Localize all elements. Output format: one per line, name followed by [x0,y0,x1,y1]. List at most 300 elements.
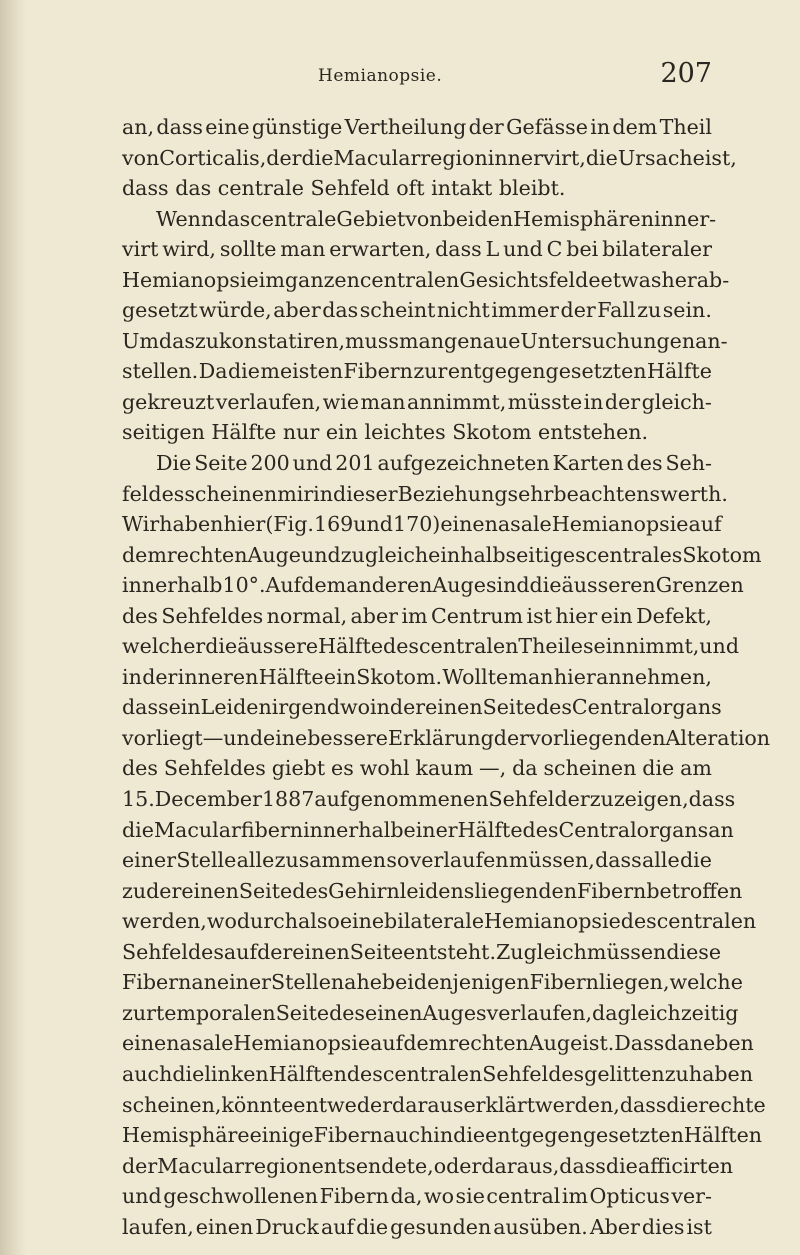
word: Beziehung [397,481,508,506]
word: Seite [194,451,248,476]
word: Hemianopsie [551,512,689,537]
word: scheinen, [122,1092,222,1117]
word: temporalen [155,1000,276,1025]
word: Gebiet [336,206,406,231]
word: — [202,725,224,750]
word: zugleich [340,542,429,567]
word: centralen [656,909,757,934]
word: hier [555,603,598,628]
word: Hemianopsie [122,267,259,292]
word: irgendwo [271,695,371,720]
word: Corticalis, [159,145,267,170]
word: äusseren [561,573,656,598]
word: beachtenswerth. [553,481,728,506]
word: ver- [671,1184,712,1209]
word: Die [156,451,192,476]
text-line [122,204,717,235]
word: man [360,389,406,414]
word: ausüben. [493,1214,588,1239]
word: der [604,389,641,414]
word: bilateraler [602,237,712,262]
word: December [154,787,262,812]
word: Skotom. [356,664,443,689]
word: Stelle [176,848,237,873]
word: ein [168,695,201,720]
word: rechten [448,1031,529,1056]
word: zu [664,1061,689,1086]
word: innerhalb [303,817,404,842]
word: auf [320,1214,355,1239]
word: Untersuchungen [520,328,696,353]
word: im [561,1184,589,1209]
text-line [122,662,712,693]
word: dass [619,1092,667,1117]
word: von [122,145,160,170]
word: hier [223,512,266,537]
word: der [122,1153,158,1178]
text-line [122,570,744,601]
word: Seite [275,1000,330,1025]
word: Fall [597,298,636,323]
word: Um [122,328,159,353]
body-text [122,112,771,1242]
word: Centralorgans [558,817,709,842]
word: eine [339,909,385,934]
text-line [122,356,712,387]
word: Hälfte [258,664,324,689]
word: werden, [122,909,207,934]
word: daneben [664,1031,754,1056]
word: Auge [432,573,486,598]
word: haben [688,1061,753,1086]
word: dem [612,115,658,139]
word: auf [688,512,722,537]
word: 169 [313,512,354,537]
word: auf [223,939,258,964]
word: geschwollenen [163,1184,319,1209]
text-line [122,1028,754,1059]
text-line [122,1120,763,1151]
word: wie [322,389,360,414]
word: Hälfte [318,634,384,659]
word: aber [273,298,321,323]
word: rechten [166,542,248,567]
word: die [642,756,675,781]
word: ist [686,1214,712,1239]
text-line [122,815,734,846]
word: sollte [219,237,277,262]
word: Stelle [270,970,331,995]
text-line [122,265,730,296]
word: nahe [330,970,382,995]
word: die [227,359,260,384]
word: ist [526,603,552,628]
word: Alteration [665,725,771,750]
word: Skotom [682,542,762,567]
word: erwarten, [329,237,432,262]
word: halbseitiges [460,542,586,567]
word: sie [455,1184,485,1209]
word: die [453,1123,486,1148]
word: und [122,1184,162,1209]
word: der [266,145,302,170]
word: Fibern [319,1184,389,1209]
word: könnte [221,1092,294,1117]
word: ist, [704,145,737,170]
word: Seite [238,878,293,903]
text-line [122,876,743,907]
word: zu [122,878,147,903]
word: der [142,664,178,689]
word: leichtes [364,420,446,445]
word: bessere [307,725,388,750]
word: des [122,756,158,781]
word: des [535,695,572,720]
word: entstehen. [538,420,649,445]
word: 200 [250,451,290,476]
word: gleich- [641,389,712,414]
word: am [680,756,712,781]
word: erklärt [463,1092,535,1117]
word: einige [249,1123,314,1148]
word: bei [381,970,414,995]
word: Sehfelder [488,787,590,812]
word: Zugleich [496,939,587,964]
word: entweder [293,1092,393,1117]
word: stellen. [122,359,199,384]
text-line [122,601,712,632]
word: das [158,328,195,353]
word: sein. [662,298,712,323]
word: eine [205,115,250,139]
word: dass [688,787,736,812]
word: (Fig. [265,512,314,537]
word: günstige [251,115,343,139]
word: bleibt. [498,176,566,201]
word: Centrum [430,603,524,628]
word: Wollte [442,664,509,689]
word: Sehfeld [310,176,390,201]
word: dass [156,115,203,139]
word: auch [122,1061,173,1086]
word: die [605,1153,638,1178]
word: vorliegenden [528,725,666,750]
word: an [191,970,217,995]
text-line [122,967,743,998]
word: ganzen [284,267,360,292]
word: Hälfte [211,420,277,445]
word: 10°. [222,573,266,598]
word: einer [216,970,271,995]
word: Vertheilung [344,115,467,139]
text-line [122,479,728,510]
word: verlaufen, [215,389,322,414]
word: der [257,939,293,964]
word: Auge [528,1031,583,1056]
word: 170) [393,512,441,537]
word: ein [600,603,633,628]
word: innervirt, [487,145,586,170]
text-line [122,112,712,143]
word: alle [236,848,275,873]
word: konstatiren, [219,328,346,353]
word: in [313,481,334,506]
word: wo [424,1184,455,1209]
word: L [485,237,500,262]
word: aufgenommenen [314,787,489,812]
word: werden, [534,1092,620,1117]
word: aufgezeichneten [377,451,550,476]
word: der [389,695,426,720]
word: centralen [382,1061,483,1086]
word: Macularfibern [153,817,304,842]
word: die [666,1092,699,1117]
word: müssen, [508,848,595,873]
word: Hemianopsie [484,909,621,934]
word: haben [159,512,224,537]
word: einen [365,1000,423,1025]
text-line [122,540,762,571]
word: dass [559,1153,606,1178]
running-head [122,58,712,98]
word: verlaufen [409,848,509,873]
word: eine [440,512,485,537]
word: afficirten [637,1153,734,1178]
word: centralen [359,267,460,292]
text-line [122,753,712,784]
word: Karten [552,451,624,476]
word: bilaterale [384,909,485,934]
text-line [122,417,712,448]
word: welcher [122,634,206,659]
word: Fibern [529,970,599,995]
word: die [529,573,562,598]
word: centralen [418,634,519,659]
word: entgegengesetzten [447,359,647,384]
word: wird, [162,237,216,262]
word: vorliegt [122,725,203,750]
word: und [503,237,543,262]
word: Seh- [665,451,712,476]
word: da [592,1000,618,1025]
text-line [122,1059,753,1090]
word: müsste [507,389,583,414]
text-line [122,1151,734,1182]
word: denjenigen [413,970,530,995]
text-line [122,387,712,418]
word: des [383,634,419,659]
word: bei [566,237,599,262]
word: Opticus [589,1184,670,1209]
word: des [522,817,559,842]
word: dass [595,848,642,873]
word: entsendete, [311,1153,434,1178]
word: linken [204,1061,269,1086]
word: in [370,695,390,720]
word: auch [382,1123,434,1148]
word: wohl [359,756,410,781]
word: Sehfeldes [163,756,266,781]
word: es [331,756,354,781]
word: entsteht. [403,939,496,964]
word: seitigen [122,420,205,445]
word: liegen, [598,970,670,995]
word: des [620,909,657,934]
word: herab- [661,267,730,292]
word: also [297,909,340,934]
word: genaue [444,328,521,353]
word: sehr [507,481,554,506]
word: annehmen, [596,664,712,689]
word: Gehirnleidens [328,878,475,903]
word: Seite [482,695,536,720]
word: beiden [442,206,514,231]
word: Hälfte [647,359,712,384]
word: dass [122,176,169,201]
word: Druck [255,1214,319,1239]
word: auf [370,1031,404,1056]
word: 201 [335,451,375,476]
word: ein [323,664,356,689]
word: Fibern [343,359,413,384]
word: dies [641,1214,685,1239]
word: dass [122,695,169,720]
word: das [175,176,212,201]
word: Hemianopsie [233,1031,371,1056]
page-gutter-shadow [0,0,26,1255]
word: Sehfeldes [161,603,264,628]
word: liegenden [474,878,577,903]
word: Hemisphäre [122,1123,250,1148]
word: das [322,298,359,323]
word: centrales [585,542,683,567]
word: central [486,1184,561,1209]
word: Auge [247,542,301,567]
text-line [122,692,722,723]
word: 1887 [261,787,315,812]
word: des [626,451,663,476]
word: Leiden [200,695,272,720]
word: hier [553,664,596,689]
word: an- [695,328,728,353]
word: Wenn [156,206,215,231]
word: eine [263,725,308,750]
word: nur [282,420,320,445]
word: müssen [586,939,667,964]
word: mir [277,481,314,506]
text-line [122,143,737,174]
text-line [122,173,712,204]
word: der [493,725,529,750]
word: die [301,145,334,170]
word: normal, [266,603,348,628]
word: giebt [271,756,326,781]
word: der [468,115,504,139]
word: wodurch [206,909,298,934]
word: Gesichtsfelde [459,267,601,292]
word: einen [425,695,483,720]
word: alle [642,848,680,873]
text-line [122,234,712,265]
word: C [546,237,563,262]
word: zur [122,1000,156,1025]
word: an, [122,115,155,139]
word: man [398,328,445,353]
word: Theil [659,115,712,139]
word: intakt [431,176,493,201]
word: scheinen [184,481,278,506]
word: einer [122,848,177,873]
word: rechte [698,1092,766,1117]
text-line [122,998,739,1029]
text-line [122,326,728,357]
word: innerhalb [122,573,223,598]
word: die [205,634,238,659]
word: würde, [199,298,272,323]
word: im [258,267,285,292]
word: die [356,1214,389,1239]
word: Dass [614,1031,665,1056]
word: gesetzt [122,298,198,323]
word: —, [479,756,507,781]
word: ein [428,542,461,567]
word: zeigen, [613,787,689,812]
word: daraus [392,1092,464,1117]
word: Defekt, [636,603,712,628]
word: daraus, [481,1153,560,1178]
word: oft [396,176,425,201]
text-line [122,723,771,754]
word: eine [122,1031,167,1056]
word: die [585,145,618,170]
word: dass [435,237,482,262]
word: zu [637,298,662,323]
word: scheinen [543,756,637,781]
word: in [122,664,142,689]
word: Fibern [313,1123,383,1148]
word: meisten [260,359,344,384]
word: nasale [484,512,552,537]
word: ist. [582,1031,615,1056]
word: Theiles [518,634,594,659]
word: Auges [422,1000,487,1025]
word: die [172,1061,205,1086]
word: Ursache [617,145,705,170]
word: anderen [346,573,433,598]
word: virt [122,237,159,262]
word: betroffen [646,878,743,903]
word: centrale [217,176,304,201]
word: einen [195,1214,254,1239]
word: und [300,542,341,567]
word: zur [413,359,448,384]
word: Da [198,359,228,384]
word: und [353,512,393,537]
word: und [292,451,333,476]
word: Sehfeldes [122,939,224,964]
word: Centralorgans [571,695,722,720]
word: Hälften [683,1123,763,1148]
word: nicht [436,298,490,323]
word: Sehfeldes [482,1061,585,1086]
text-line [122,784,736,815]
word: einnimmt, [593,634,700,659]
word: annimmt, [407,389,507,414]
word: dieser [333,481,398,506]
word: diese [666,939,722,964]
text-line [122,1090,766,1121]
word: zusammen [274,848,387,873]
